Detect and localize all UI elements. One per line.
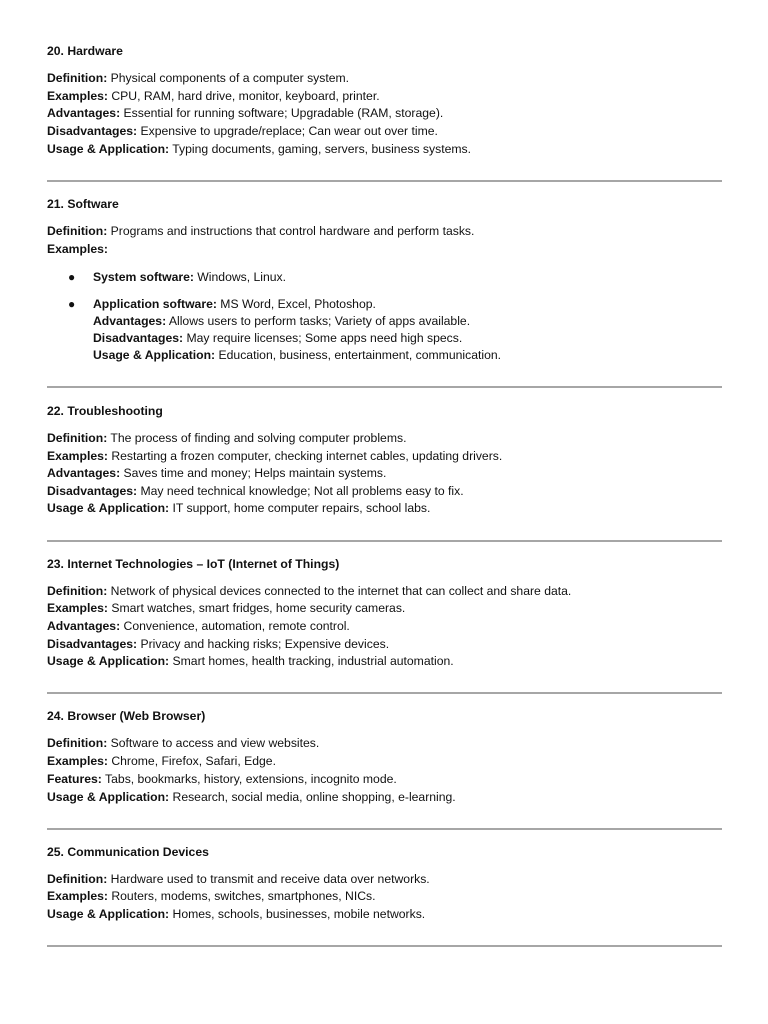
bullet-icon: ●	[68, 297, 76, 311]
line-label: Definition:	[47, 584, 108, 598]
line-label: Usage & Application:	[47, 907, 170, 921]
definition-line	[47, 223, 474, 240]
line-label: Usage & Application:	[47, 501, 170, 515]
line-text: IT support, home computer repairs, school labs.	[169, 501, 431, 515]
section-heading: 21. Software	[47, 197, 119, 211]
bullet-icon: ●	[68, 270, 76, 284]
section-heading: 23. Internet Technologies – IoT (Internet of Things)	[47, 557, 340, 571]
disadvantages-line	[47, 483, 464, 500]
line-label: Disadvantages:	[93, 331, 184, 345]
examples-line	[47, 753, 276, 770]
line-label: Advantages:	[47, 466, 121, 480]
line-text: Education, business, entertainment, communication.	[215, 348, 502, 362]
bullet-item	[93, 269, 286, 286]
line-label: Advantages:	[47, 619, 121, 633]
line-label: Disadvantages:	[47, 484, 138, 498]
section-divider	[47, 386, 722, 388]
examples-line	[47, 88, 380, 105]
line-label: Definition:	[47, 736, 108, 750]
line-text: Smart homes, health tracking, industrial automation.	[169, 654, 454, 668]
line-label: Examples:	[47, 449, 108, 463]
line-text: May need technical knowledge; Not all problems easy to fix.	[137, 484, 464, 498]
line-label: Examples:	[47, 242, 108, 256]
usage-line	[93, 347, 501, 364]
line-text: Windows, Linux.	[193, 270, 287, 284]
line-label: Definition:	[47, 872, 108, 886]
line-text: Programs and instructions that control hardware and perform tasks.	[107, 224, 475, 238]
line-label: Disadvantages:	[47, 124, 138, 138]
usage-line	[47, 789, 456, 806]
line-label: Application software:	[93, 297, 217, 311]
examples-line	[47, 241, 108, 258]
section-heading: 24. Browser (Web Browser)	[47, 709, 206, 723]
line-text: Homes, schools, businesses, mobile networks.	[169, 907, 426, 921]
line-text: Allows users to perform tasks; Variety of apps available.	[166, 314, 471, 328]
line-text: Convenience, automation, remote control.	[120, 619, 350, 633]
section-divider	[47, 828, 722, 830]
line-text: Smart watches, smart fridges, home security cameras.	[107, 601, 406, 615]
usage-line	[47, 906, 425, 923]
definition-line	[47, 735, 319, 752]
line-text: Physical components of a computer system.	[107, 71, 350, 85]
usage-line	[47, 141, 471, 158]
line-label: Examples:	[47, 89, 108, 103]
line-text: MS Word, Excel, Photoshop.	[216, 297, 376, 311]
line-label: Disadvantages:	[47, 637, 138, 651]
line-text: Saves time and money; Helps maintain systems.	[120, 466, 387, 480]
line-text: Network of physical devices connected to the internet that can collect and share data.	[107, 584, 572, 598]
line-text: Tabs, bookmarks, history, extensions, incognito mode.	[101, 772, 397, 786]
disadvantages-line	[93, 330, 462, 347]
line-label: Advantages:	[93, 314, 167, 328]
advantages-line	[93, 313, 470, 330]
line-label: Definition:	[47, 224, 108, 238]
line-text: The process of finding and solving computer problems.	[107, 431, 407, 445]
line-text: Hardware used to transmit and receive data over networks.	[107, 872, 430, 886]
section-divider	[47, 692, 722, 694]
advantages-line	[47, 618, 350, 635]
disadvantages-line	[47, 123, 438, 140]
features-line	[47, 771, 397, 788]
line-label: Advantages:	[47, 106, 121, 120]
disadvantages-line	[47, 636, 389, 653]
line-label: Usage & Application:	[47, 654, 170, 668]
line-text: Restarting a frozen computer, checking internet cables, updating drivers.	[107, 449, 503, 463]
line-text: Research, social media, online shopping, e-learning.	[169, 790, 456, 804]
bullet-item	[93, 296, 376, 313]
line-text: Routers, modems, switches, smartphones, NICs.	[107, 889, 376, 903]
line-label: Features:	[47, 772, 102, 786]
line-text: Expensive to upgrade/replace; Can wear out over time.	[137, 124, 438, 138]
line-text: Typing documents, gaming, servers, business systems.	[169, 142, 472, 156]
line-label: Definition:	[47, 431, 108, 445]
line-label: Examples:	[47, 601, 108, 615]
line-label: System software:	[93, 270, 194, 284]
section-heading: 22. Troubleshooting	[47, 404, 163, 418]
section-heading: 25. Communication Devices	[47, 845, 209, 859]
definition-line	[47, 583, 571, 600]
examples-line	[47, 888, 376, 905]
line-label: Usage & Application:	[47, 142, 170, 156]
advantages-line	[47, 105, 443, 122]
examples-line	[47, 448, 502, 465]
section-divider	[47, 945, 722, 947]
definition-line	[47, 70, 349, 87]
line-text: Privacy and hacking risks; Expensive devices.	[137, 637, 390, 651]
section-divider	[47, 180, 722, 182]
examples-line	[47, 600, 405, 617]
line-text: CPU, RAM, hard drive, monitor, keyboard, printer.	[107, 89, 380, 103]
advantages-line	[47, 465, 386, 482]
line-text: Essential for running software; Upgradable (RAM, storage).	[120, 106, 444, 120]
line-text: Chrome, Firefox, Safari, Edge.	[107, 754, 276, 768]
definition-line	[47, 871, 430, 888]
line-label: Usage & Application:	[47, 790, 170, 804]
usage-line	[47, 653, 454, 670]
line-text: Software to access and view websites.	[107, 736, 320, 750]
line-label: Definition:	[47, 71, 108, 85]
line-label: Usage & Application:	[93, 348, 216, 362]
usage-line	[47, 500, 430, 517]
line-label: Examples:	[47, 754, 108, 768]
section-divider	[47, 540, 722, 542]
line-label: Examples:	[47, 889, 108, 903]
section-heading: 20. Hardware	[47, 44, 123, 58]
definition-line	[47, 430, 406, 447]
line-text: May require licenses; Some apps need high specs.	[183, 331, 463, 345]
